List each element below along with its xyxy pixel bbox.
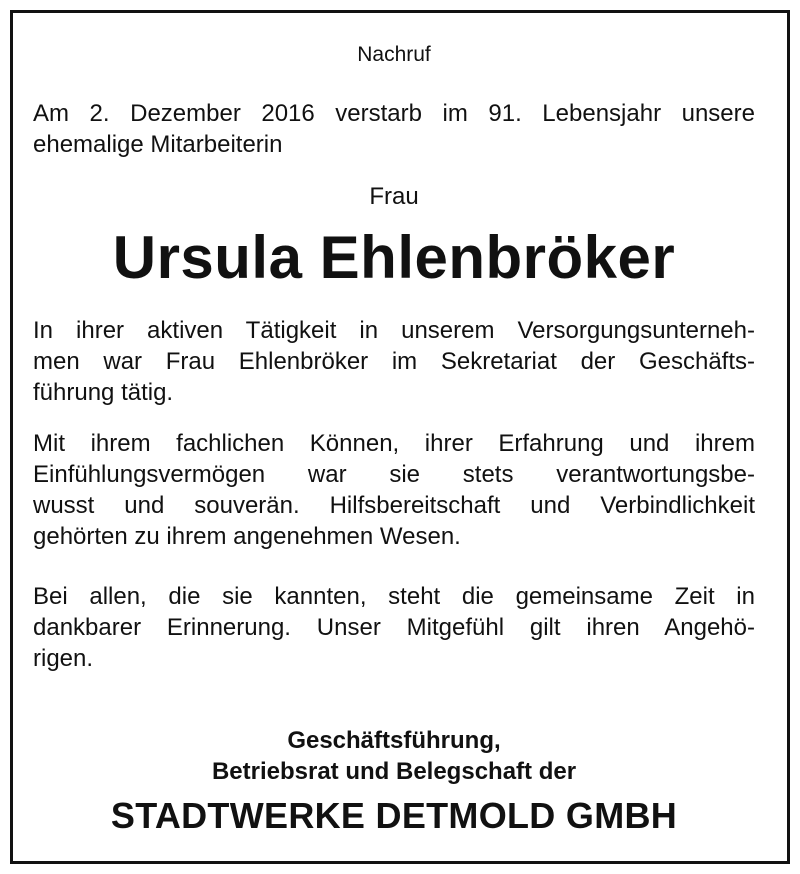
- paragraph-3-line-2: dankbarer Erinnerung. Unser Mitgefühl gilt ihren Angehö-: [33, 614, 755, 641]
- paragraph-2-line-3: wusst und souverän. Hilfsbereitschaft und Verbindlichkeit: [33, 492, 755, 519]
- paragraph-1: [33, 315, 755, 408]
- paragraph-3: [33, 581, 755, 674]
- salutation-text: Frau: [369, 183, 419, 210]
- deceased-name: [33, 226, 755, 290]
- notice-heading-text: Nachruf: [357, 43, 431, 66]
- paragraph-2: [33, 428, 755, 552]
- paragraph-1-line-2: men war Frau Ehlenbröker im Sekretariat der Geschäfts-: [33, 348, 755, 375]
- paragraph-3-line-3: rigen.: [33, 645, 94, 672]
- intro-line-2: ehemalige Mitarbeiterin: [33, 131, 283, 158]
- paragraph-2-line-2: Einfühlungsvermögen war sie stets verantwortungsbe-: [33, 461, 755, 488]
- deceased-name-text: Ursula Ehlenbröker: [112, 224, 676, 291]
- paragraph-3-line-1: Bei allen, die sie kannten, steht die gemeinsame Zeit in: [33, 583, 755, 610]
- company-name-text: STADTWERKE DETMOLD GMBH: [110, 795, 678, 836]
- signature-line-1: Geschäftsführung,: [287, 727, 501, 754]
- salutation: [33, 181, 755, 212]
- intro-line-1: Am 2. Dezember 2016 verstarb im 91. Lebensjahr unsere: [33, 100, 755, 127]
- paragraph-2-line-1: Mit ihrem fachlichen Können, ihrer Erfahrung und ihrem: [33, 430, 755, 457]
- signature-line-2: Betriebsrat und Belegschaft der: [211, 758, 577, 785]
- paragraph-1-line-1: In ihrer aktiven Tätigkeit in unserem Versorgungsunterneh-: [33, 317, 755, 344]
- company-name: [33, 796, 755, 836]
- signature: [33, 725, 755, 787]
- notice-heading: [33, 41, 755, 69]
- paragraph-1-line-3: führung tätig.: [33, 379, 174, 406]
- intro-text: [33, 98, 755, 160]
- paragraph-2-line-4: gehörten zu ihrem angenehmen Wesen.: [33, 523, 461, 550]
